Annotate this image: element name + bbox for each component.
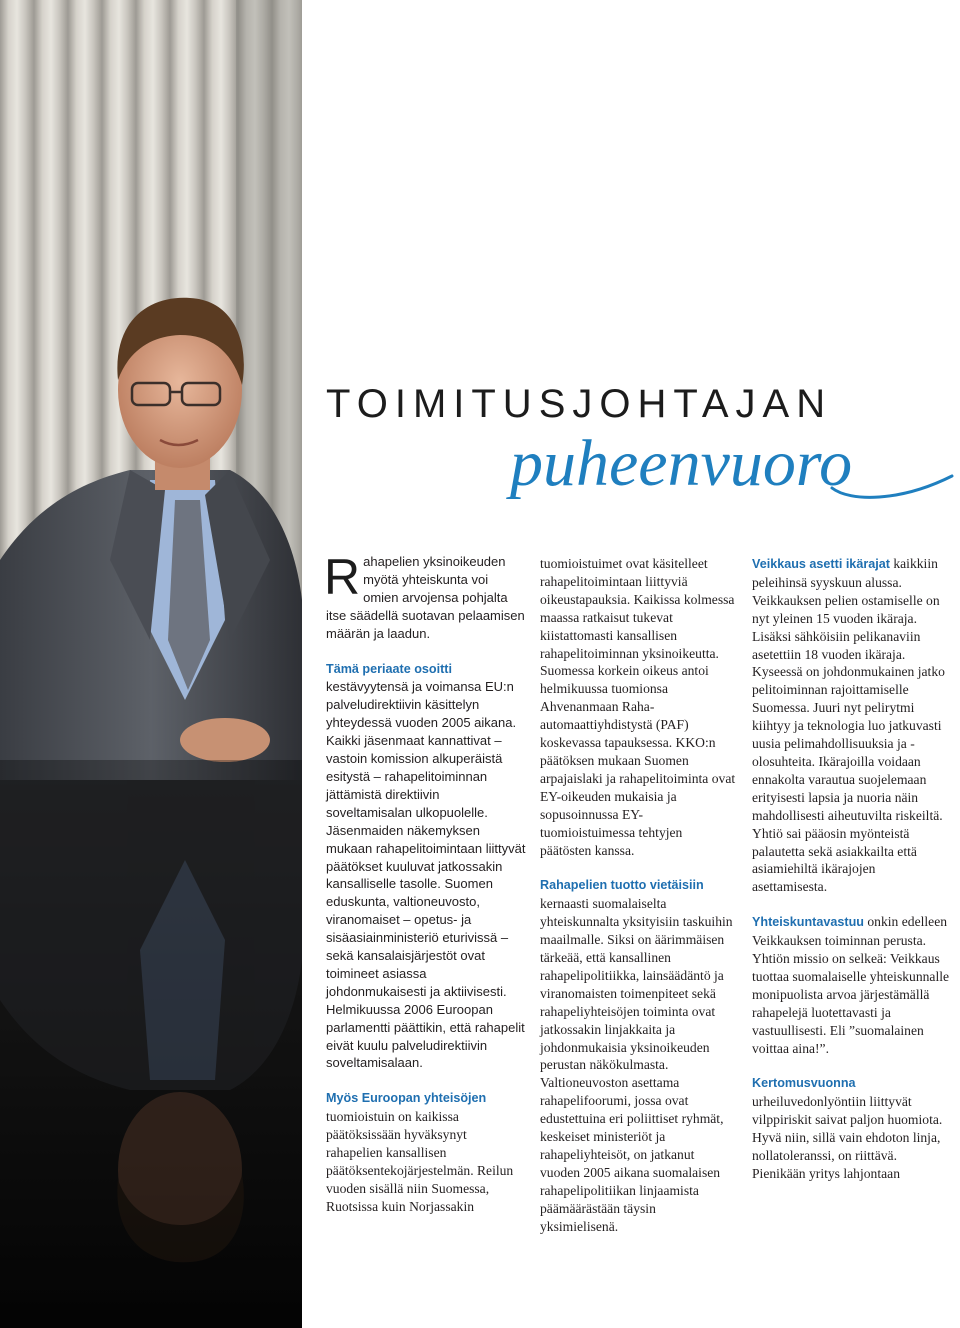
paragraph-3 <box>326 1089 526 1215</box>
paragraph-text: kestävyytensä ja voimansa EU:n palveludirektiivin käsittelyn yhteydessä vuoden 2005 aikana. Kaikki jäsenmaat kannattivat – vastoin komission alkuperäistä esitystä – rahapelitoiminnan jättämistä direktiivin soveltamisalan ulkopuolelle. Jäsenmaiden näkemyksen mukaan rahapelitoimintaan liittyvät päätökset kuuluvat jatkossakin kansalliselle tasolle. Suomen eduskunta, valtioneuvosto, viranomaiset – opetus- ja sisäasiainministeriö eturivissä – sekä kansalaisjärjestöt ovat toimineet asiassa johdonmukaisesti ja aktiivisesti. Helmikuussa 2006 Euroopan parlamentti päättikin, että rahapelit eivät kuulu palveludirektiivin soveltamisalaan. <box>326 679 526 1071</box>
article-title: TOIMITUSJOHTAJAN <box>326 382 833 426</box>
paragraph-lead: Rahapelien tuotto vietäisiin <box>540 878 704 893</box>
paragraph-2 <box>752 913 952 1057</box>
portrait-photo <box>0 0 302 1328</box>
paragraph-lead: Yhteiskuntavastuu <box>752 915 864 930</box>
paragraph-text: urheiluvedonlyöntiin liittyvät vilppiriskit saivat paljon huomiota. Hyvä niin, sillä vain ehdoton linja, nollatoleranssi, on riittävä. Pienikään yritys lahjontaan <box>752 1094 943 1181</box>
text-column-3 <box>752 555 952 1183</box>
article-subtitle-script: puheenvuoro <box>510 427 853 500</box>
paragraph-1: tuomioistuimet ovat käsitelleet rahapelitoimintaan liittyviä oikeustapauksia. Kaikissa kolmessa maassa ratkaisut tukevat kiistattomasti kansallisen rahapelitoiminnan yksinoikeutta. Suomessa korkein oikeus antoi helmikuussa tuomionsa Ahvenanmaan Raha-automaattiyhdistystä (PAF) koskevassa tapauksessa. KKO:n päätöksen mukaan Suomen arpajaislaki ja rahapelitoiminta ovat EY-oikeuden mukaisia ja sopusoinnussa EY-tuomioistuimessa tehtyjen päätösten kanssa. <box>540 556 736 858</box>
paragraph-3 <box>752 1074 952 1182</box>
paragraph-intro <box>324 549 526 643</box>
paragraph-lead: Tämä periaate osoitti <box>326 661 452 676</box>
paragraph-lead: Veikkaus asetti ikärajat <box>752 557 890 571</box>
paragraph-1 <box>752 555 952 896</box>
paragraph-text: kernaasti suomalaiselta yhteiskunnalta yksityisiin taskuihin maailmalle. Siksi on äärimmäisen tärkeää, että kansallinen rahapelipolitiikka, lainsäädäntö ja viranomaisten toimenpiteet sekä rahapeliyhteisöjen toiminta ovat jatkossakin linjakkaita ja johdonmukaisia yksinoikeuden perustan näkökulmasta. Valtioneuvoston asettama rahapelifoorumi, jossa ovat edustettuina eri poliittiset ryhmät, keskeiset ministeriöt ja rahapeliyhteisöt, on jatkanut vuoden 2005 aikana suomalaisen rahapelipolitiikan linjaamista päämäärästään täysin yksimielisenä. <box>540 896 733 1234</box>
paragraph-text: onkin edelleen Veikkauksen toiminnan perusta. Yhtiön missio on selkeä: Veikkaus tuottaa suomalaiselle yhteiskunnalle monipuolista arvoa järjestämällä rahapelejä luotettavasti ja vastuullisesti. Eli ”suomalainen voittaa aina!”. <box>752 914 950 1056</box>
paragraph-2 <box>326 660 526 1073</box>
paragraph-text: tuomioistuin on kaikissa päätöksissään hyväksynyt rahapelien kansallisen päätöksentekojärjestelmän. Reilun vuoden sisällä niin Suomessa, Ruotsissa kuin Norjassakin <box>326 1109 514 1214</box>
paragraph-lead: Myös Euroopan yhteisöjen <box>326 1091 487 1106</box>
text-column-2 <box>540 555 736 1236</box>
paragraph-lead: Kertomusvuonna <box>752 1076 856 1091</box>
title-swash-ornament <box>830 458 955 508</box>
text-column-1 <box>324 549 526 1216</box>
drop-cap: R <box>324 549 361 605</box>
paragraph-text: kaikkiin peleihinsä syyskuun alussa. Veikkauksen pelien ostamiselle on nyt yleinen 15 vuoden ikäraja. Lisäksi sähköisiin pelikanaviin asetettiin 18 vuoden ikäraja. Kyseessä on johdonmukainen jatko pelitoiminnan rajoittamiselle Suomessa. Juuri nyt pelirytmi kiihtyy ja teknologia luo jatkuvasti uusia pelimahdollisuuksia ja -olosuhteita. Ikärajoilla voidaan ennakolta varautua suojelemaan erityisesti lapsia ja nuoria näin mahdollisesti aiheutuvilta riskeiltä. Yhtiö sai pääosin myönteistä palautetta sekä asiakkailta että asiamiehiltä ikärajojen asettamisesta. <box>752 556 945 895</box>
paragraph-2 <box>540 876 736 1235</box>
paragraph-intro-text: ahapelien yksinoikeuden myötä yhteiskunta voi omien arvojensa pohjalta itse säädellä suotavan pelaamisen määrän ja laadun. <box>326 554 525 641</box>
